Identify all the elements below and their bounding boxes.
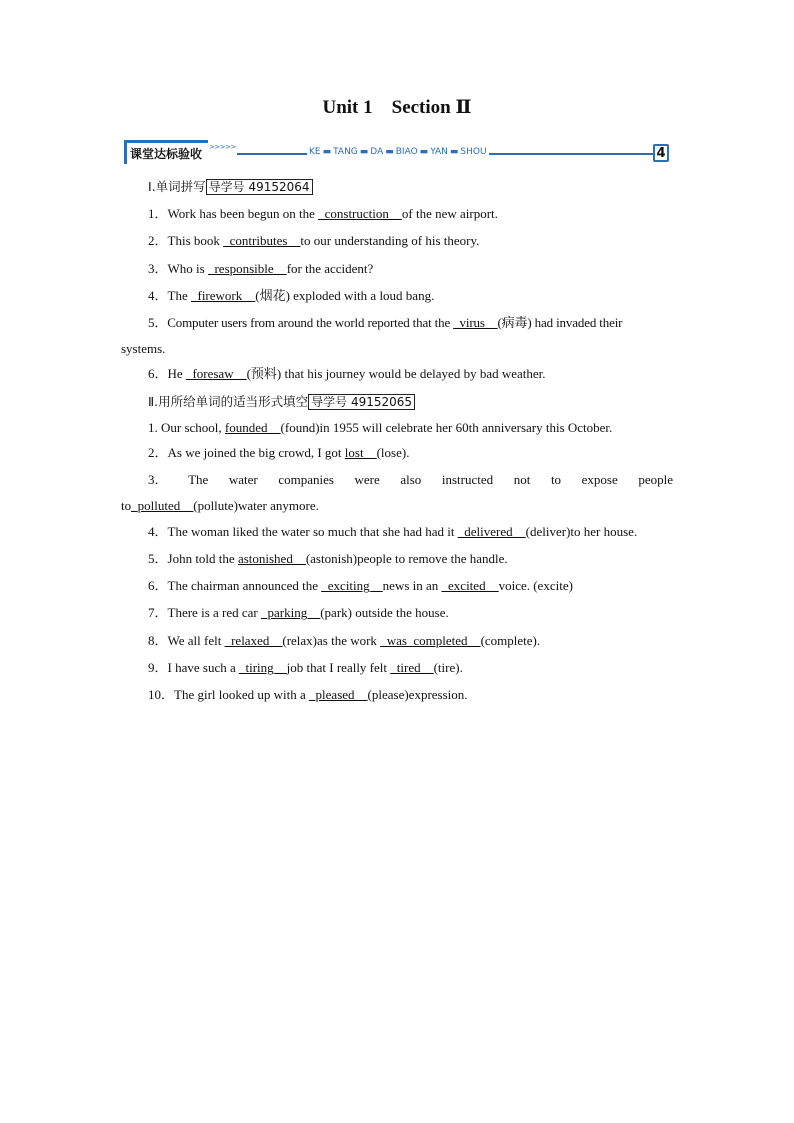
list-item: [148, 551, 508, 567]
item-word: to: [550, 472, 562, 487]
list-item: [148, 315, 622, 331]
item-number: 2．: [148, 233, 168, 248]
item-text: to our understanding of his theory.: [300, 233, 480, 248]
item-text: (烟花) exploded with a loud bang.: [255, 288, 435, 303]
list-item: [148, 206, 498, 222]
item-text: (tire).: [433, 660, 463, 675]
item-number: 5．: [148, 551, 168, 566]
item-text: (deliver)to her house.: [525, 524, 638, 539]
item-number: 4．: [148, 288, 168, 303]
answer: founded__: [224, 420, 281, 435]
item-text: (found)in 1955 will celebrate her 60th anniversary this October.: [280, 420, 613, 435]
item-text: (relax)as the work: [282, 633, 381, 648]
item-text: This book: [167, 233, 224, 248]
section1-title: Ⅰ.单词拼写: [148, 179, 206, 194]
item-text: (病毒) had invaded their: [497, 315, 623, 330]
pinyin-syllable: BIAO: [395, 147, 418, 157]
item-number: 2．: [148, 445, 168, 460]
answer: _contributes__: [223, 233, 301, 248]
list-item: [148, 445, 409, 461]
item-text: voice. (excite): [498, 578, 573, 593]
answer: _parking__: [261, 605, 321, 620]
pinyin-syllable: TANG: [333, 147, 358, 157]
answer: _excited__: [441, 578, 499, 593]
answer: _virus__: [453, 315, 498, 330]
answer: _construction__: [318, 206, 402, 221]
item-number: 1.: [148, 420, 161, 435]
item-text: job that I really felt: [286, 660, 391, 675]
item-word: instructed: [441, 472, 494, 487]
answer: _relaxed__: [224, 633, 283, 648]
list-item-continuation: [121, 498, 319, 514]
list-item: [148, 578, 573, 594]
section1-heading: [148, 179, 313, 195]
item-text: (lose).: [376, 445, 410, 460]
answer: astonished__: [237, 551, 306, 566]
item-number: 10．: [148, 687, 175, 702]
pinyin-syllable: DA: [370, 147, 384, 157]
section2-heading: [148, 394, 415, 410]
section2-code: 导学号 49152065: [308, 394, 415, 410]
list-item: [148, 366, 546, 382]
item-text: I have such a: [167, 660, 239, 675]
answer: _tired__: [390, 660, 434, 675]
item-text: There is a red car: [167, 605, 261, 620]
item-word: also: [400, 472, 422, 487]
item-text: (please)expression.: [367, 687, 468, 702]
list-item: [148, 660, 463, 676]
page-title: Unit 1 Section Ⅱ: [322, 97, 472, 118]
item-text: The chairman announced the: [167, 578, 322, 593]
item-text: for the accident?: [286, 261, 374, 276]
answer: _foresaw__: [185, 366, 247, 381]
item-text: (pollute)water anymore.: [193, 498, 319, 513]
list-item: [148, 472, 673, 488]
item-number: 8．: [148, 633, 168, 648]
item-text: The girl looked up with a: [174, 687, 310, 702]
item-text: (park) outside the house.: [320, 605, 449, 620]
item-word: water: [228, 472, 258, 487]
list-item: [148, 288, 434, 304]
list-item: [148, 261, 373, 277]
item-text: (complete).: [480, 633, 541, 648]
answer: _firework__: [190, 288, 256, 303]
banner-arrows: >>>>>: [209, 143, 236, 151]
item-text: He: [167, 366, 186, 381]
item-text: (预料) that his journey would be delayed by bad weather.: [246, 366, 546, 381]
list-item: [148, 420, 612, 436]
item-text: Our school,: [161, 420, 225, 435]
item-text: Work has been begun on the: [167, 206, 319, 221]
list-item: [148, 633, 540, 649]
section2-title: Ⅱ.用所给单词的适当形式填空: [148, 394, 309, 409]
item-text: to: [121, 498, 132, 513]
answer: _polluted__: [131, 498, 194, 513]
item-number: 6．: [148, 366, 168, 381]
item-number: 9．: [148, 660, 168, 675]
list-item-continuation: systems.: [121, 341, 166, 356]
item-text: As we joined the big crowd, I got: [167, 445, 345, 460]
section1-code: 导学号 49152064: [206, 179, 313, 195]
section-banner: [121, 139, 673, 167]
item-text: The woman liked the water so much that she had had it: [167, 524, 458, 539]
item-text: (astonish)people to remove the handle.: [305, 551, 508, 566]
item-number: 7．: [148, 605, 168, 620]
item-text: Computer users from around the world reported that the: [167, 315, 454, 330]
answer: _exciting__: [321, 578, 383, 593]
item-text: Who is: [167, 261, 208, 276]
banner-label: 课堂达标验收: [124, 140, 208, 164]
list-item: [148, 605, 449, 621]
item-number: 3．: [148, 472, 168, 487]
item-word: were: [354, 472, 380, 487]
pinyin-syllable: SHOU: [460, 147, 487, 157]
answer: _responsible__: [207, 261, 287, 276]
item-text: The: [167, 288, 191, 303]
item-word: companies: [278, 472, 334, 487]
list-item: [148, 233, 479, 249]
list-item: [148, 524, 637, 540]
item-word: not: [513, 472, 531, 487]
answer: _delivered__: [457, 524, 526, 539]
answer: lost__: [344, 445, 377, 460]
pinyin-syllable: KE: [309, 147, 321, 157]
item-word: expose: [581, 472, 618, 487]
pinyin-syllable: YAN: [430, 147, 448, 157]
banner-badge: 4: [653, 144, 669, 162]
item-text: We all felt: [167, 633, 225, 648]
item-number: 3．: [148, 261, 168, 276]
answer: _tiring__: [238, 660, 287, 675]
answer: _pleased__: [309, 687, 368, 702]
banner-pinyin: KE ▬ TANG ▬ DA ▬ BIAO ▬ YAN ▬ SHOU: [309, 147, 487, 157]
list-item: [148, 687, 468, 703]
item-text: of the new airport.: [401, 206, 498, 221]
item-number: 4．: [148, 524, 168, 539]
item-number: 1．: [148, 206, 168, 221]
answer: _was_completed__: [380, 633, 481, 648]
item-number: 6．: [148, 578, 168, 593]
item-number: 5．: [148, 315, 168, 330]
item-word: people: [638, 472, 673, 487]
item-word: The: [188, 472, 209, 487]
item-text: news in an: [382, 578, 442, 593]
item-text: John told the: [167, 551, 238, 566]
